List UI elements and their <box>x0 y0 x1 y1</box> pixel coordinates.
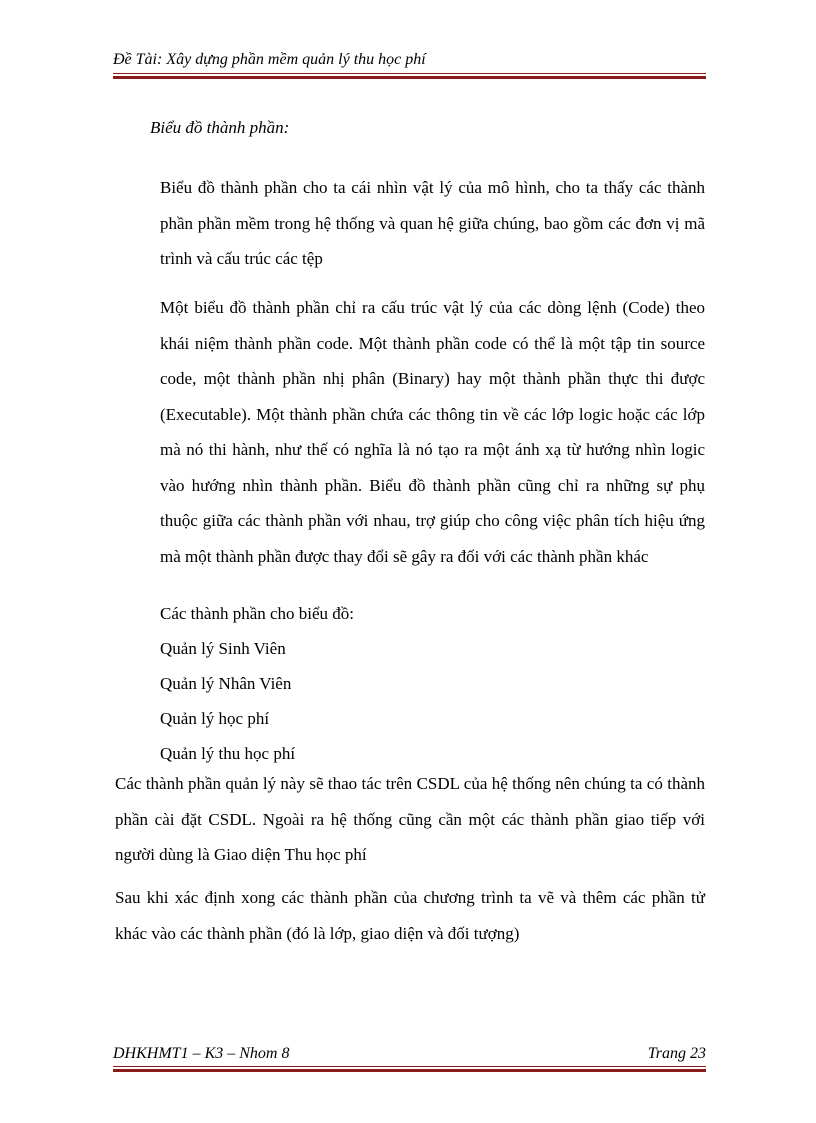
footer-rule-thick <box>113 1069 706 1072</box>
list-item: Quản lý Sinh Viên <box>160 639 286 658</box>
page-number: Trang 23 <box>647 1045 706 1062</box>
list-heading: Các thành phần cho biểu đồ: <box>160 604 355 623</box>
list-item: Quản lý Nhân Viên <box>160 674 292 693</box>
paragraph-conclusion: Sau khi xác định xong các thành phần của chương trình ta vẽ và thêm các phần tử khác vào các thành phần (đó là lớp, giao diện và đối tượng) <box>115 888 705 943</box>
component-list <box>160 596 354 771</box>
list-item: Quản lý thu học phí <box>160 744 296 763</box>
page-header <box>113 50 706 79</box>
header-rule-thin <box>113 73 706 74</box>
list-item: Quản lý học phí <box>160 709 270 728</box>
paragraph-description: Một biểu đồ thành phần chỉ ra cấu trúc vật lý của các dòng lệnh (Code) theo khái niệm thành phần code. Một thành phần code có thể là một tập tin source code, một thành phần nhị phân (Binary) hay một thành phần thực thi được (Executable). Một thành phần chứa các thông tin về các lớp logic hoặc các lớp mà nó thi hành, như thế có nghĩa là nó tạo ra một ánh xạ từ hướng nhìn logic vào hướng nhìn thành phần. Biểu đồ thành phần cũng chỉ ra những sự phụ thuộc giữa các thành phần với nhau, trợ giúp cho công việc phân tích hiệu ứng mà một thành phần được thay đổi sẽ gây ra đối với các thành phần khác <box>160 298 705 566</box>
paragraph-database: Các thành phần quản lý này sẽ thao tác trên CSDL của hệ thống nên chúng ta có thành phần cài đặt CSDL. Ngoài ra hệ thống cũng cần một các thành phần giao tiếp với người dùng là Giao diện Thu học phí <box>115 774 705 864</box>
footer-group: DHKHMT1 – K3 – Nhom 8 <box>113 1045 290 1062</box>
header-title: Đề Tài: Xây dựng phần mềm quản lý thu học phí <box>113 51 426 68</box>
paragraph-intro: Biểu đồ thành phần cho ta cái nhìn vật lý của mô hình, cho ta thấy các thành phần phần mềm trong hệ thống và quan hệ giữa chúng, bao gồm các đơn vị mã trình và cấu trúc các tệp <box>160 178 705 268</box>
page-footer <box>113 1044 706 1072</box>
section-title: Biểu đồ thành phần: <box>150 118 290 137</box>
header-rule-thick <box>113 76 706 79</box>
footer-rule-thin <box>113 1066 706 1067</box>
